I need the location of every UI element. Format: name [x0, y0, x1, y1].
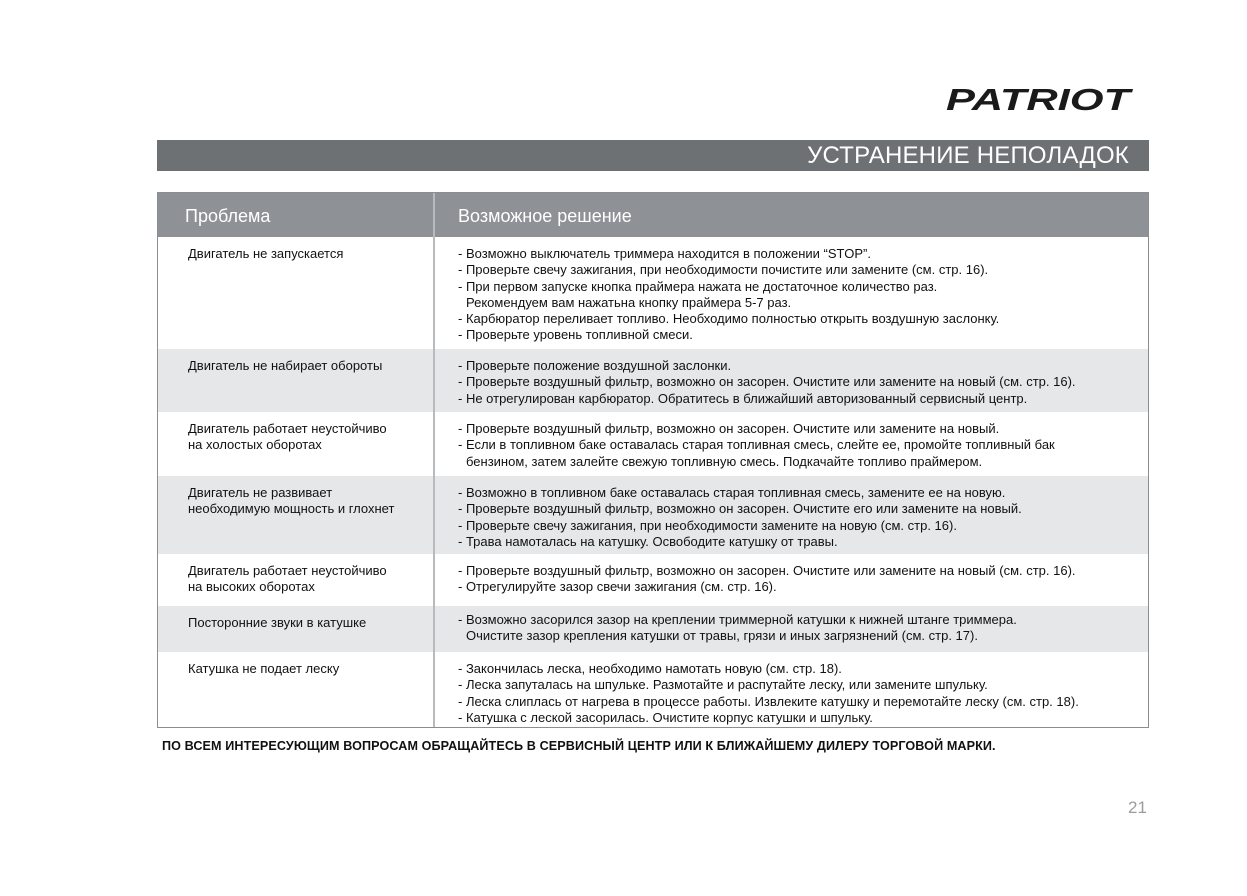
problem-cell — [188, 615, 428, 631]
solution-cell — [458, 563, 1148, 596]
problem-text: Двигатель не развивает — [188, 485, 333, 500]
solution-line: - Возможно в топливном баке оставалась старая топливная смесь, замените ее на новую. — [458, 485, 1006, 500]
solution-line: - Леска запуталась на шпульке. Размотайте и распутайте леску, или замените шпульку. — [458, 677, 988, 693]
problem-cell — [188, 421, 428, 454]
solution-line: - Трава намоталась на катушку. Освободите катушку от травы. — [458, 533, 838, 549]
column-header-problem: Проблема — [185, 206, 271, 226]
table-header — [158, 193, 1148, 237]
column-header-solution: Возможное решение — [458, 206, 632, 226]
solution-line: - Возможно выключатель триммера находится в положении “STOP”. — [458, 246, 871, 261]
table-row — [158, 652, 1148, 727]
solution-line: - Проверьте положение воздушной заслонки. — [458, 358, 732, 373]
problem-text: Двигатель работает неустойчиво — [188, 421, 387, 436]
section-title: УСТРАНЕНИЕ НЕПОЛАДОК — [807, 142, 1129, 169]
problem-text: Посторонние звуки в катушке — [188, 615, 367, 630]
solution-line: - Проверьте воздушный фильтр, возможно он засорен. Очистите или замените на новый. — [458, 421, 1000, 436]
problem-cell — [188, 358, 428, 374]
table-row — [158, 237, 1148, 349]
section-title-bar — [157, 140, 1149, 171]
problem-text: на холостых оборотах — [188, 437, 322, 453]
patriot-logo — [944, 82, 1134, 116]
column-divider — [433, 193, 435, 727]
table-row — [158, 606, 1148, 652]
table-row — [158, 476, 1148, 554]
solution-line: - Проверьте свечу зажигания, при необходимости замените на новую (см. стр. 16). — [458, 517, 957, 533]
service-center-note: ПО ВСЕМ ИНТЕРЕСУЮЩИМ ВОПРОСАМ ОБРАЩАЙТЕСЬ В СЕРВИСНЫЙ ЦЕНТР ИЛИ К БЛИЖАЙШЕМУ ДИЛЕРУ ТОРГОВОЙ МАРКИ. — [162, 739, 996, 753]
solution-line: - Проверьте уровень топливной смеси. — [458, 327, 693, 343]
problem-text: Двигатель не запускается — [188, 246, 344, 261]
solution-cell — [458, 612, 1148, 645]
solution-line: Рекомендуем вам нажатьна кнопку праймера 5-7 раз. — [466, 294, 792, 310]
solution-line: - Леска слиплась от нагрева в процессе работы. Извлеките катушку и перемотайте леску (см. стр. 18). — [458, 693, 1079, 709]
solution-line: - Если в топливном баке оставалась старая топливная смесь, слейте ее, промойте топливный бак — [458, 437, 1055, 453]
solution-line: - Проверьте свечу зажигания, при необходимости почистите или замените (см. стр. 16). — [458, 262, 989, 278]
problem-cell — [188, 563, 428, 596]
solution-line: - Закончилась леска, необходимо намотать новую (см. стр. 18). — [458, 661, 842, 676]
problem-cell — [188, 661, 428, 677]
solution-line: - Проверьте воздушный фильтр, возможно он засорен. Очистите или замените на новый (см. стр. 16). — [458, 563, 1076, 578]
solution-line: - Проверьте воздушный фильтр, возможно он засорен. Очистите его или замените на новый. — [458, 501, 1022, 517]
solution-line: - Карбюратор переливает топливо. Необходимо полностью открыть воздушную заслонку. — [458, 311, 1000, 327]
solution-line: бензином, затем залейте свежую топливную смесь. Подкачайте топливо праймером. — [466, 453, 983, 469]
solution-cell — [458, 485, 1148, 550]
problem-cell — [188, 485, 428, 518]
table-row — [158, 412, 1148, 476]
solution-cell — [458, 661, 1148, 726]
problem-text: необходимую мощность и глохнет — [188, 501, 395, 517]
page-number: 21 — [1128, 798, 1147, 817]
problem-text: Катушка не подает леску — [188, 661, 340, 676]
table-row — [158, 349, 1148, 412]
solution-line: - Проверьте воздушный фильтр, возможно он засорен. Очистите или замените на новый (см. стр. 16). — [458, 374, 1076, 390]
solution-line: - Отрегулируйте зазор свечи зажигания (см. стр. 16). — [458, 579, 777, 595]
table-row — [158, 554, 1148, 606]
patriot-logo-wordmark — [944, 82, 1134, 116]
solution-cell — [458, 246, 1148, 344]
solution-line: - Катушка с леской засорилась. Очистите корпус катушки и шпульку. — [458, 709, 873, 725]
solution-line: - Не отрегулирован карбюратор. Обратитесь в ближайший авторизованный сервисный центр. — [458, 390, 1028, 406]
problem-text: Двигатель не набирает обороты — [188, 358, 383, 373]
problem-text: Двигатель работает неустойчиво — [188, 563, 387, 578]
solution-cell — [458, 358, 1148, 407]
solution-line: - Возможно засорился зазор на креплении триммерной катушки к нижней штанге триммера. — [458, 612, 1017, 627]
problem-text: на высоких оборотах — [188, 579, 315, 595]
solution-line: - При первом запуске кнопка праймера нажата не достаточное количество раз. — [458, 278, 938, 294]
problem-cell — [188, 246, 428, 262]
logo-text: PATRIOT — [946, 82, 1134, 116]
solution-cell — [458, 421, 1148, 470]
solution-line: Очистите зазор крепления катушки от травы, грязи и иных загрязнений (см. стр. 17). — [466, 628, 978, 644]
troubleshooting-table — [157, 192, 1149, 728]
